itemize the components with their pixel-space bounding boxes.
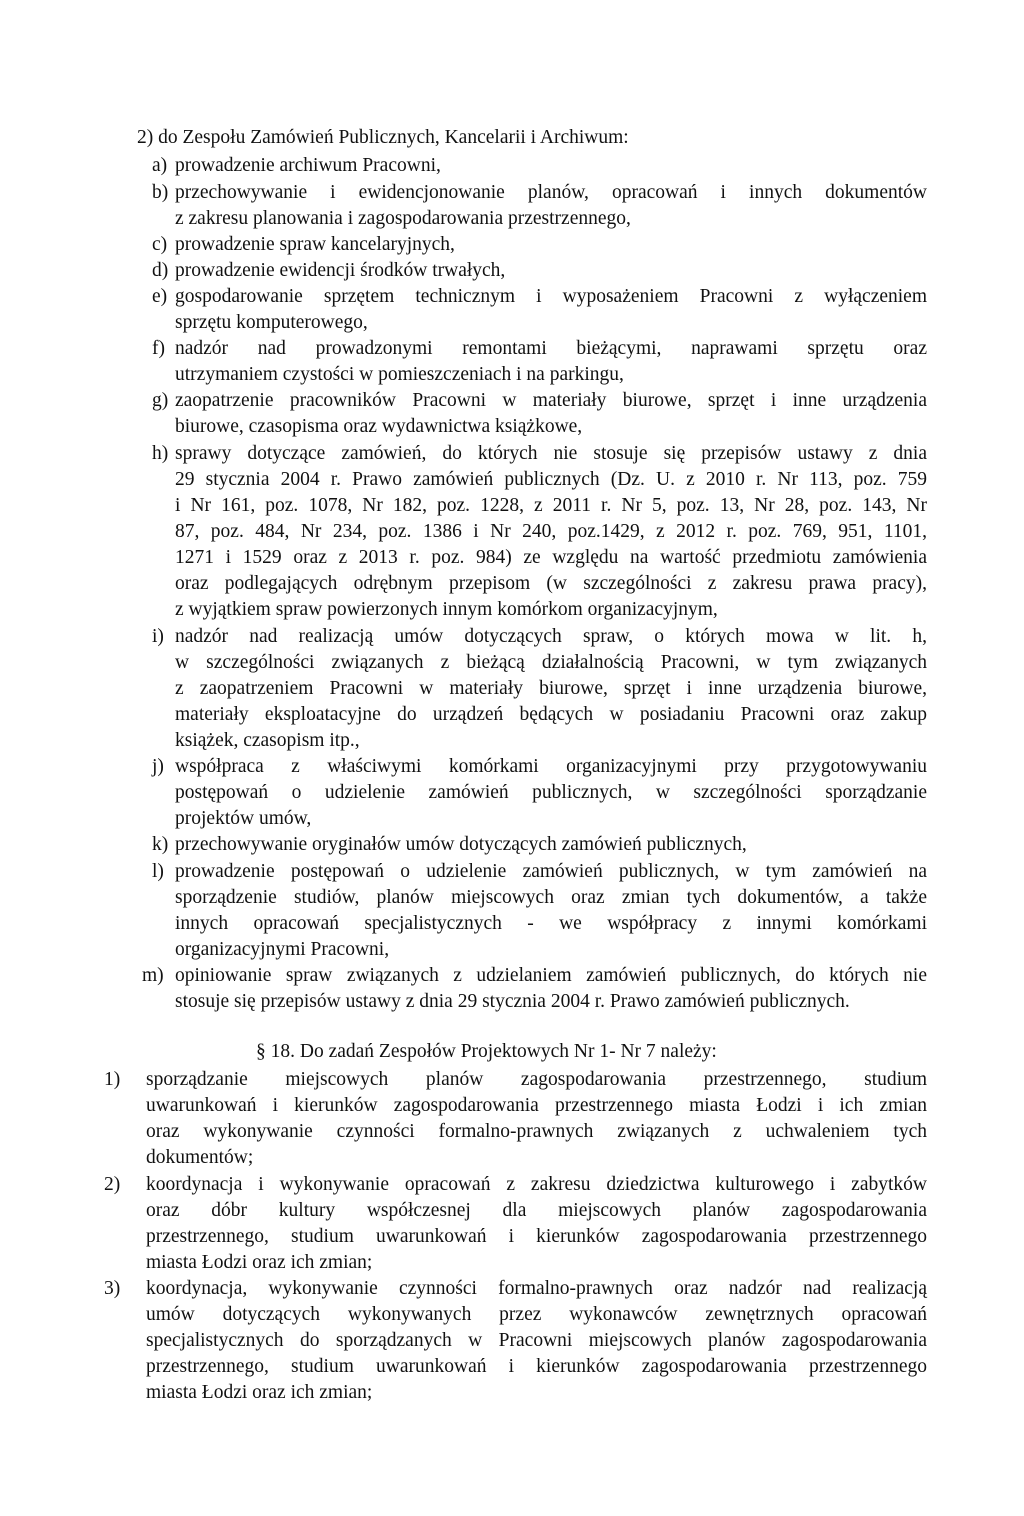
item-label: c) xyxy=(152,234,168,255)
item-line: oraz wykonywanie czynności formalno-prawnych związanych z uchwaleniem tych xyxy=(146,1121,927,1142)
item-line: oraz dóbr kultury współczesnej dla miejscowych planów zagospodarowania xyxy=(146,1200,927,1221)
item-line: sprawy dotyczące zamówień, do których nie stosuje się przepisów ustawy z dnia xyxy=(175,443,927,464)
item-label: j) xyxy=(152,756,164,777)
item-line: postępowań o udzielenie zamówień publicznych, w szczególności sporządzanie xyxy=(175,782,927,803)
item-line: utrzymaniem czystości w pomieszczeniach i na parkingu, xyxy=(175,364,624,385)
item-line: nadzór nad prowadzonymi remontami bieżącymi, naprawami sprzętu oraz xyxy=(175,338,927,359)
item-line: nadzór nad realizacją umów dotyczących spraw, o których mowa w lit. h, xyxy=(175,626,927,647)
item-line: prowadzenie ewidencji środków trwałych, xyxy=(175,260,506,281)
item-label: d) xyxy=(152,260,169,281)
item-label: h) xyxy=(152,443,169,464)
item-line: sporządzenie studiów, planów miejscowych oraz zmian tych dokumentów, a także xyxy=(175,887,927,908)
item-line: opiniowanie spraw związanych z udzielaniem zamówień publicznych, do których nie xyxy=(175,965,927,986)
item-line: prowadzenie archiwum Pracowni, xyxy=(175,155,441,176)
paragraph-heading: § 18. Do zadań Zespołów Projektowych Nr 1- Nr 7 należy: xyxy=(256,1041,717,1062)
item-line: sporządzanie miejscowych planów zagospodarowania przestrzennego, studium xyxy=(146,1069,927,1090)
item-line: przestrzennego, studium uwarunkowań i kierunków zagospodarowania przestrzennego xyxy=(146,1356,927,1377)
item-line: prowadzenie postępowań o udzielenie zamówień publicznych, w tym zamówień na xyxy=(175,861,927,882)
item-label: m) xyxy=(142,965,164,986)
item-line: umów dotyczących wykonywanych przez wykonawców zewnętrznych opracowań xyxy=(146,1304,927,1325)
item-label: e) xyxy=(152,286,168,307)
item-line: prowadzenie spraw kancelaryjnych, xyxy=(175,234,455,255)
item-line: sprzętu komputerowego, xyxy=(175,312,368,333)
item-line: organizacyjnymi Pracowni, xyxy=(175,939,390,960)
item-line: przechowywanie oryginałów umów dotyczących zamówień publicznych, xyxy=(175,834,747,855)
item-line: dokumentów; xyxy=(146,1147,254,1168)
item-line: stosuje się przepisów ustawy z dnia 29 stycznia 2004 r. Prawo zamówień publicznych. xyxy=(175,991,850,1012)
item-label: l) xyxy=(152,861,164,882)
item-label: f) xyxy=(152,338,165,359)
item-line: uwarunkowań i kierunków zagospodarowania przestrzennego miasta Łodzi i ich zmian xyxy=(146,1095,927,1116)
item-label: i) xyxy=(152,626,164,647)
item-line: w szczególności związanych z bieżącą działalnością Pracowni, w tym związanych xyxy=(175,652,927,673)
item-line: miasta Łodzi oraz ich zmian; xyxy=(146,1252,373,1273)
item-label: 2) xyxy=(104,1174,121,1195)
item-line: 87, poz. 484, Nr 234, poz. 1386 i Nr 240, poz.1429, z 2012 r. poz. 769, 951, 1101, xyxy=(175,521,927,542)
item-line: przechowywanie i ewidencjonowanie planów, opracowań i innych dokumentów xyxy=(175,182,927,203)
item-line: 29 stycznia 2004 r. Prawo zamówień publicznych (Dz. U. z 2010 r. Nr 113, poz. 759 xyxy=(175,469,927,490)
item-line: specjalistycznych do sporządzanych w Pracowni miejscowych planów zagospodarowania xyxy=(146,1330,927,1351)
item-line: z zaopatrzeniem Pracowni w materiały biurowe, sprzęt i inne urządzenia biurowe, xyxy=(175,678,927,699)
item-line: koordynacja, wykonywanie czynności formalno-prawnych oraz nadzór nad realizacją xyxy=(146,1278,927,1299)
item-label: 1) xyxy=(104,1069,121,1090)
item-line: projektów umów, xyxy=(175,808,312,829)
item-label: g) xyxy=(152,390,169,411)
item-label: 3) xyxy=(104,1278,121,1299)
item-line: współpraca z właściwymi komórkami organizacyjnymi przy przygotowywaniu xyxy=(175,756,927,777)
item-line: z zakresu planowania i zagospodarowania przestrzennego, xyxy=(175,208,631,229)
item-line: biurowe, czasopisma oraz wydawnictwa książkowe, xyxy=(175,416,583,437)
item-line: i Nr 161, poz. 1078, Nr 182, poz. 1228, z 2011 r. Nr 5, poz. 13, Nr 28, poz. 143, Nr xyxy=(175,495,927,516)
item-line: koordynacja i wykonywanie opracowań z zakresu dziedzictwa kulturowego i zabytków xyxy=(146,1174,927,1195)
section-heading: 2) do Zespołu Zamówień Publicznych, Kancelarii i Archiwum: xyxy=(137,127,629,148)
item-line: gospodarowanie sprzętem technicznym i wyposażeniem Pracowni z wyłączeniem xyxy=(175,286,927,307)
item-line: innych opracowań specjalistycznych - we współpracy z innymi komórkami xyxy=(175,913,927,934)
item-label: b) xyxy=(152,182,169,203)
item-label: a) xyxy=(152,155,168,176)
item-line: 1271 i 1529 oraz z 2013 r. poz. 984) ze względu na wartość przedmiotu zamówienia xyxy=(175,547,927,568)
item-line: z wyjątkiem spraw powierzonych innym komórkom organizacyjnym, xyxy=(175,599,718,620)
item-line: miasta Łodzi oraz ich zmian; xyxy=(146,1382,373,1403)
item-line: oraz podlegających odrębnym przepisom (w szczególności z zakresu prawa pracy), xyxy=(175,573,927,594)
item-line: zaopatrzenie pracowników Pracowni w materiały biurowe, sprzęt i inne urządzenia xyxy=(175,390,927,411)
item-line: przestrzennego, studium uwarunkowań i kierunków zagospodarowania przestrzennego xyxy=(146,1226,927,1247)
item-label: k) xyxy=(152,834,169,855)
item-line: materiały eksploatacyjne do urządzeń będących w posiadaniu Pracowni oraz zakup xyxy=(175,704,927,725)
item-line: książek, czasopism itp., xyxy=(175,730,360,751)
